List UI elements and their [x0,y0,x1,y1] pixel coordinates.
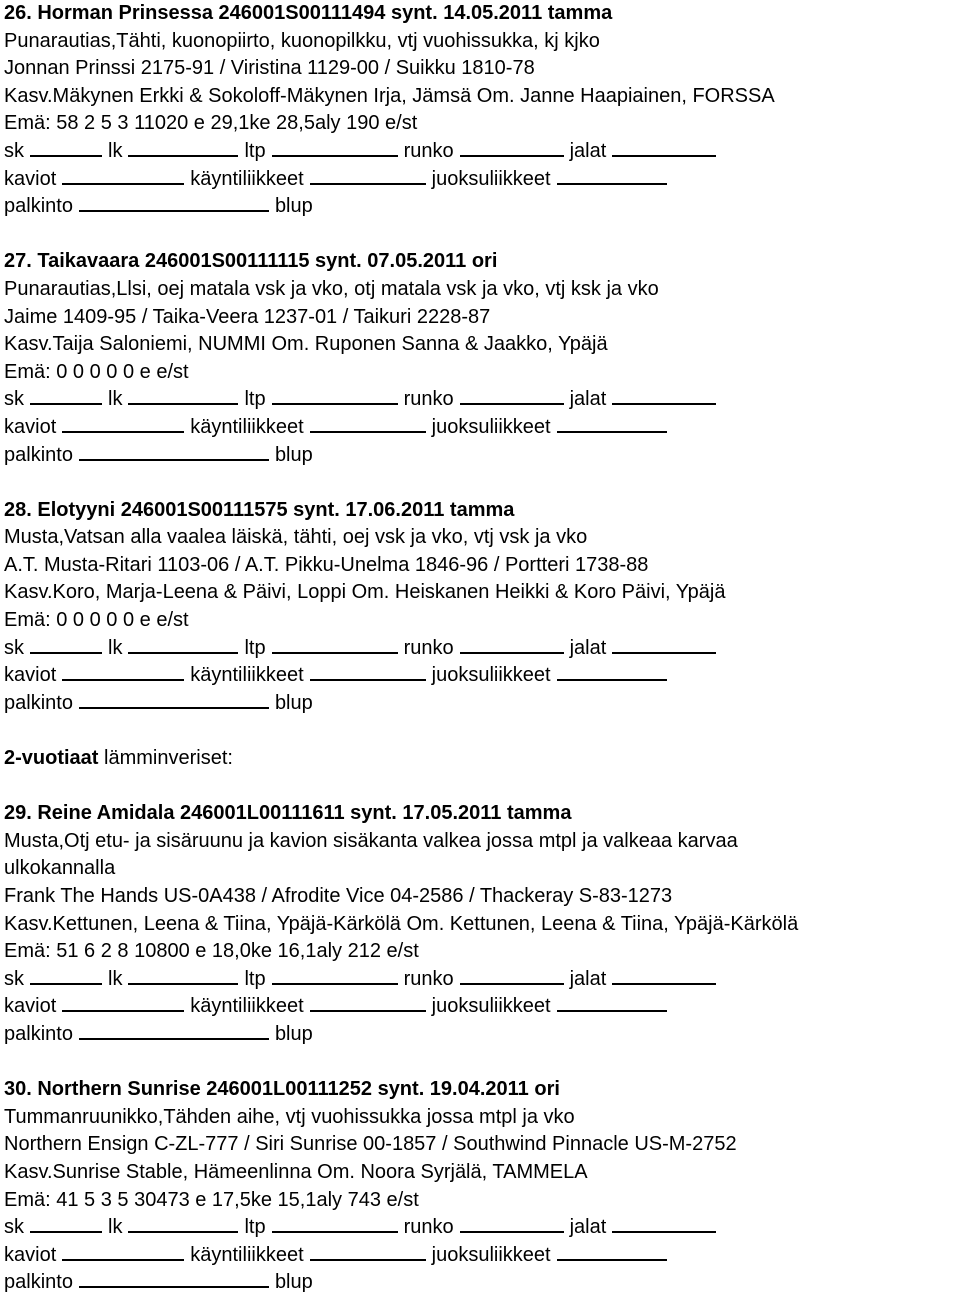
label-palkinto: palkinto [4,443,73,466]
blank-kaviot[interactable] [62,1009,184,1012]
entry-heading: 27. Taikavaara 246001S00111115 synt. 07.05.2011 ori [4,250,498,273]
blank-palkinto[interactable] [79,706,269,709]
score-row-2 [4,1242,960,1270]
section-heading [4,745,960,773]
blank-runko[interactable] [460,982,564,985]
entry-breeder-owner: Kasv.Koro, Marja-Leena & Päivi, Loppi Om. Heiskanen Heikki & Koro Päivi, Ypäjä [4,581,726,604]
entry-pedigree: Jonnan Prinssi 2175-91 / Viristina 1129-00 / Suikku 1810-78 [4,57,535,80]
score-row-2 [4,414,960,442]
score-row-2 [4,993,960,1021]
label-palkinto: palkinto [4,1022,73,1045]
label-ltp: ltp [244,636,266,659]
score-row-1 [4,1214,960,1242]
blank-jalat[interactable] [612,651,716,654]
blank-palkinto[interactable] [79,209,269,212]
blank-kaviot[interactable] [62,430,184,433]
label-palkinto: palkinto [4,195,73,218]
blank-juoksuliikkeet[interactable] [557,1258,667,1261]
blank-runko[interactable] [460,154,564,157]
label-juoksuliikkeet: juoksuliikkeet [431,415,551,438]
blank-lk[interactable] [128,982,238,985]
blank-ltp[interactable] [272,402,398,405]
score-row-3 [4,1269,960,1297]
label-blup: blup [274,1022,313,1045]
entry-description: Tummanruunikko,Tähden aihe, vtj vuohissukka jossa mtpl ja vko [4,1105,575,1128]
blank-sk[interactable] [30,154,102,157]
label-ltp: ltp [244,388,266,411]
label-ltp: ltp [244,1216,266,1239]
label-jalat: jalat [569,636,607,659]
blank-sk[interactable] [30,982,102,985]
score-row-1 [4,386,960,414]
section-heading-rest: lämminveriset: [98,747,233,770]
label-kaviot: kaviot [4,995,57,1018]
blank-sk[interactable] [30,651,102,654]
blank-juoksuliikkeet[interactable] [557,1009,667,1012]
score-row-2 [4,166,960,194]
score-row-2 [4,662,960,690]
entry-description: Punarautias,Llsi, oej matala vsk ja vko, otj matala vsk ja vko, vtj ksk ja vko [4,277,659,300]
label-ltp: ltp [244,139,266,162]
entry-description: Musta,Vatsan alla vaalea läiskä, tähti, oej vsk ja vko, vtj vsk ja vko [4,526,588,549]
label-runko: runko [403,388,454,411]
blank-palkinto[interactable] [79,1037,269,1040]
blank-jalat[interactable] [612,1230,716,1233]
score-row-3 [4,442,960,470]
entry-heading: 28. Elotyyni 246001S00111575 synt. 17.06.2011 tamma [4,498,515,521]
blank-juoksuliikkeet[interactable] [557,182,667,185]
entry-dam-stats: Emä: 0 0 0 0 0 e e/st [4,360,189,383]
label-kaviot: kaviot [4,415,57,438]
label-lk: lk [108,967,123,990]
label-kaviot: kaviot [4,1243,57,1266]
label-runko: runko [403,139,454,162]
blank-lk[interactable] [128,1230,238,1233]
entry-breeder-owner: Kasv.Sunrise Stable, Hämeenlinna Om. Noora Syrjälä, TAMMELA [4,1160,588,1183]
blank-kayntiliikkeet[interactable] [310,430,426,433]
entry-breeder-owner: Kasv.Mäkynen Erkki & Sokoloff-Mäkynen Irja, Jämsä Om. Janne Haapiainen, FORSSA [4,84,775,107]
entry-pedigree: Frank The Hands US-0A438 / Afrodite Vice 04-2586 / Thackeray S-83-1273 [4,885,673,907]
blank-kaviot[interactable] [62,678,184,681]
label-runko: runko [403,636,454,659]
label-sk: sk [4,636,24,659]
label-kayntiliikkeet: käyntiliikkeet [190,1243,304,1266]
label-sk: sk [4,967,24,990]
blank-runko[interactable] [460,651,564,654]
label-lk: lk [108,388,123,411]
blank-kayntiliikkeet[interactable] [310,182,426,185]
label-kayntiliikkeet: käyntiliikkeet [190,415,304,438]
label-kaviot: kaviot [4,167,57,190]
label-palkinto: palkinto [4,691,73,714]
entry-breeder-owner: Kasv.Kettunen, Leena & Tiina, Ypäjä-Kärkölä Om. Kettunen, Leena & Tiina, Ypäjä-Kärkölä [4,912,799,935]
blank-ltp[interactable] [272,154,398,157]
blank-juoksuliikkeet[interactable] [557,430,667,433]
blank-sk[interactable] [30,1230,102,1233]
entry-dam-stats: Emä: 58 2 5 3 11020 e 29,1ke 28,5aly 190 e/st [4,112,418,135]
label-juoksuliikkeet: juoksuliikkeet [431,1243,551,1266]
blank-kaviot[interactable] [62,182,184,185]
label-jalat: jalat [569,1216,607,1239]
blank-lk[interactable] [128,154,238,157]
label-blup: blup [274,195,313,218]
label-jalat: jalat [569,967,607,990]
label-blup: blup [274,691,313,714]
entry-heading: 26. Horman Prinsessa 246001S00111494 synt. 14.05.2011 tamma [4,2,613,24]
entry-description-cont: ulkokannalla [4,857,116,880]
section-heading-bold: 2-vuotiaat [4,747,99,770]
score-row-3 [4,193,960,221]
blank-kayntiliikkeet[interactable] [310,1009,426,1012]
entry-description: Punarautias,Tähti, kuonopiirto, kuonopilkku, vtj vuohissukka, kj kjko [4,29,600,52]
entry-dam-stats: Emä: 51 6 2 8 10800 e 18,0ke 16,1aly 212 e/st [4,940,419,963]
entry-heading: 29. Reine Amidala 246001L00111611 synt. 17.05.2011 tamma [4,802,572,825]
blank-juoksuliikkeet[interactable] [557,678,667,681]
score-row-3 [4,690,960,718]
blank-ltp[interactable] [272,982,398,985]
label-blup: blup [274,443,313,466]
label-lk: lk [108,139,123,162]
label-blup: blup [274,1271,313,1294]
entry-pedigree: A.T. Musta-Ritari 1103-06 / A.T. Pikku-Unelma 1846-96 / Portteri 1738-88 [4,553,649,576]
blank-jalat[interactable] [612,402,716,405]
label-kayntiliikkeet: käyntiliikkeet [190,167,304,190]
blank-palkinto[interactable] [79,458,269,461]
label-palkinto: palkinto [4,1271,73,1294]
label-sk: sk [4,1216,24,1239]
score-row-1 [4,966,960,994]
score-row-1 [4,138,960,166]
blank-kayntiliikkeet[interactable] [310,678,426,681]
entry-dam-stats: Emä: 41 5 3 5 30473 e 17,5ke 15,1aly 743 e/st [4,1188,419,1211]
blank-runko[interactable] [460,1230,564,1233]
label-kayntiliikkeet: käyntiliikkeet [190,995,304,1018]
entry-dam-stats: Emä: 0 0 0 0 0 e e/st [4,609,189,632]
blank-lk[interactable] [128,402,238,405]
label-juoksuliikkeet: juoksuliikkeet [431,995,551,1018]
score-row-1 [4,635,960,663]
blank-lk[interactable] [128,651,238,654]
entry-heading: 30. Northern Sunrise 246001L00111252 synt. 19.04.2011 ori [4,1078,560,1101]
label-juoksuliikkeet: juoksuliikkeet [431,664,551,687]
label-kayntiliikkeet: käyntiliikkeet [190,664,304,687]
blank-sk[interactable] [30,402,102,405]
entry-pedigree: Northern Ensign C-ZL-777 / Siri Sunrise 00-1857 / Southwind Pinnacle US-M-2752 [4,1133,737,1156]
blank-ltp[interactable] [272,1230,398,1233]
label-jalat: jalat [569,388,607,411]
label-lk: lk [108,636,123,659]
entry-breeder-owner: Kasv.Taija Saloniemi, NUMMI Om. Ruponen Sanna & Jaakko, Ypäjä [4,333,608,356]
label-jalat: jalat [569,139,607,162]
label-ltp: ltp [244,967,266,990]
label-sk: sk [4,388,24,411]
label-sk: sk [4,139,24,162]
label-runko: runko [403,1216,454,1239]
label-kaviot: kaviot [4,664,57,687]
label-juoksuliikkeet: juoksuliikkeet [431,167,551,190]
label-lk: lk [108,1216,123,1239]
blank-jalat[interactable] [612,982,716,985]
blank-kaviot[interactable] [62,1258,184,1261]
label-runko: runko [403,967,454,990]
entry-description: Musta,Otj etu- ja sisäruunu ja kavion sisäkanta valkea jossa mtpl ja valkeaa karvaa [4,829,738,852]
blank-palkinto[interactable] [79,1285,269,1288]
score-row-3 [4,1021,960,1049]
blank-runko[interactable] [460,402,564,405]
blank-ltp[interactable] [272,651,398,654]
blank-kayntiliikkeet[interactable] [310,1258,426,1261]
entry-pedigree: Jaime 1409-95 / Taika-Veera 1237-01 / Taikuri 2228-87 [4,305,491,328]
blank-jalat[interactable] [612,154,716,157]
